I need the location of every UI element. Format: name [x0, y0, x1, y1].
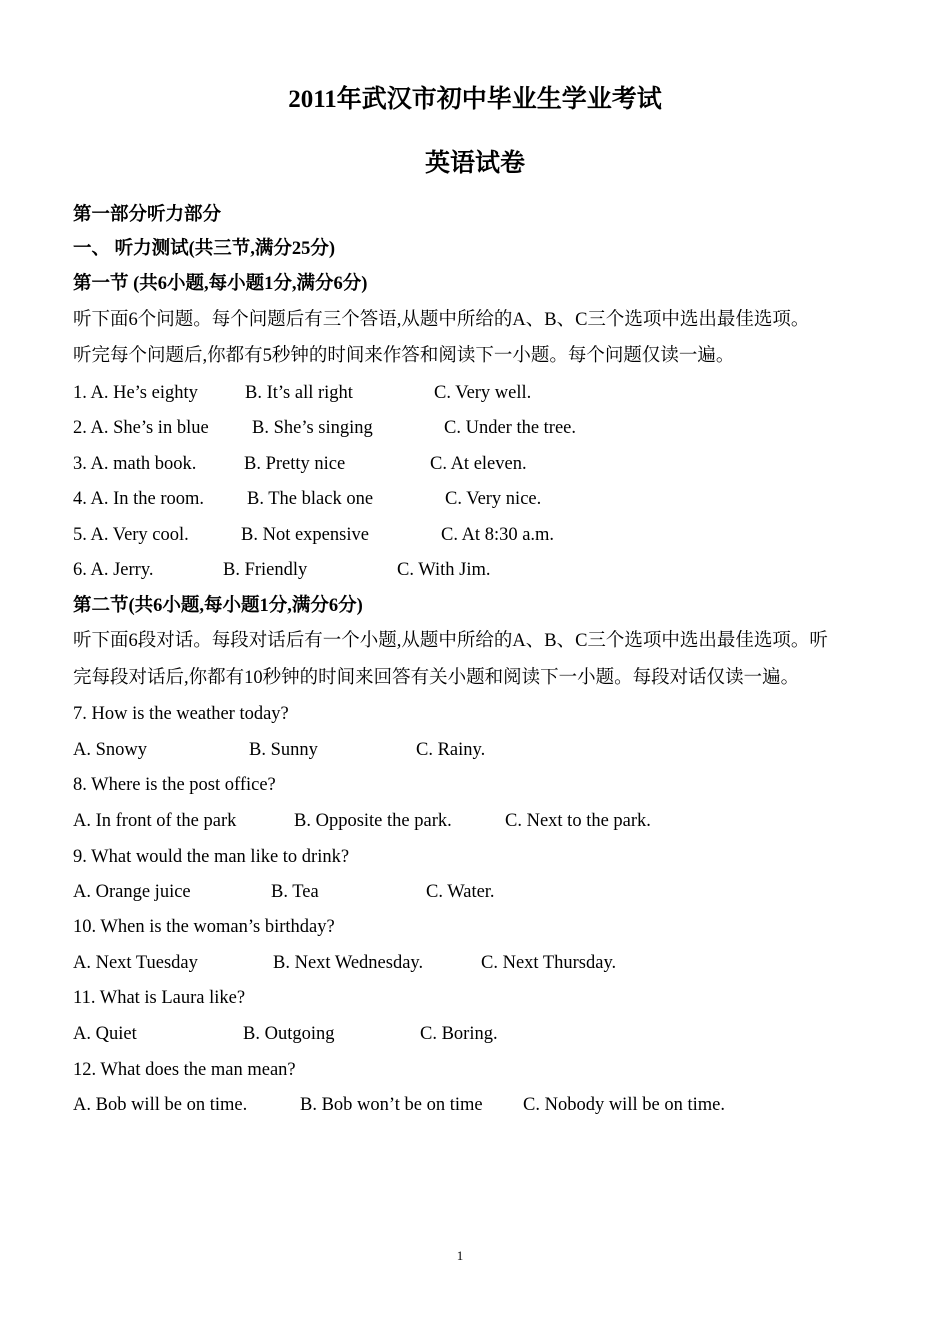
- sec1-instructions-line1: 听下面6个问题。每个问题后有三个答语,从题中所给的A、B、C三个选项中选出最佳选项。: [73, 310, 810, 330]
- sec2-heading: 第二节(共6小题,每小题1分,满分6分): [73, 596, 363, 616]
- option-a: A. Orange juice: [73, 882, 191, 902]
- option-c: C. Nobody will be on time.: [523, 1095, 725, 1115]
- option-b: B. Tea: [271, 882, 319, 902]
- option-c: C. At 8:30 a.m.: [441, 525, 555, 545]
- part1-heading: 第一部分听力部分: [73, 205, 222, 225]
- exam-subtitle: 英语试卷: [424, 150, 525, 177]
- question-7: 7. How is the weather today?: [73, 704, 289, 724]
- option-b: B. Outgoing: [243, 1024, 335, 1044]
- option-b: B. Bob won’t be on time: [300, 1095, 483, 1115]
- option-a: A. Next Tuesday: [73, 953, 198, 973]
- option-a: A. In front of the park: [73, 811, 237, 831]
- sec2-instructions-line2: 完每段对话后,你都有10秒钟的时间来回答有关小题和阅读下一小题。每段对话仅读一遍。: [73, 668, 800, 688]
- option-b: B. Pretty nice: [244, 454, 346, 474]
- option-b: B. Sunny: [249, 740, 318, 760]
- option-c: C. With Jim.: [397, 560, 491, 580]
- option-a: A. Quiet: [73, 1024, 137, 1044]
- option-b: B. Next Wednesday.: [273, 953, 424, 973]
- option-b: B. The black one: [247, 489, 374, 509]
- option-a: 5. A. Very cool.: [73, 525, 189, 545]
- option-c: C. At eleven.: [430, 454, 527, 474]
- option-b: B. She’s singing: [252, 418, 373, 438]
- option-a: A. Snowy: [73, 740, 148, 760]
- option-c: C. Very nice.: [445, 489, 542, 509]
- question-8: 8. Where is the post office?: [73, 775, 276, 795]
- page-number: 1: [456, 1248, 464, 1263]
- option-a: 3. A. math book.: [73, 454, 197, 474]
- sec1-instructions-line2: 听完每个问题后,你都有5秒钟的时间来作答和阅读下一小题。每个问题仅读一遍。: [73, 346, 735, 366]
- option-a: 1. A. He’s eighty: [73, 383, 198, 403]
- option-c: C. Under the tree.: [444, 418, 577, 438]
- option-a: 2. A. She’s in blue: [73, 418, 209, 438]
- option-b: B. Opposite the park.: [294, 811, 452, 831]
- question-10: 10. When is the woman’s birthday?: [73, 917, 335, 937]
- option-a: 6. A. Jerry.: [73, 560, 154, 580]
- option-c: C. Very well.: [434, 383, 532, 403]
- question-11: 11. What is Laura like?: [73, 988, 246, 1008]
- option-b: B. It’s all right: [245, 383, 353, 403]
- option-c: C. Water.: [426, 882, 495, 902]
- option-c: C. Boring.: [420, 1024, 498, 1044]
- listening-section-heading: 一、 听力测试(共三节,满分25分): [73, 239, 336, 259]
- question-9: 9. What would the man like to drink?: [73, 847, 350, 867]
- option-c: C. Next to the park.: [505, 811, 651, 831]
- option-a: A. Bob will be on time.: [73, 1095, 248, 1115]
- exam-title: 2011年武汉市初中毕业生学业考试: [288, 86, 662, 113]
- question-12: 12. What does the man mean?: [73, 1060, 296, 1080]
- sec1-heading: 第一节 (共6小题,每小题1分,满分6分): [73, 274, 368, 294]
- option-b: B. Friendly: [223, 560, 308, 580]
- option-b: B. Not expensive: [241, 525, 369, 545]
- option-c: C. Next Thursday.: [481, 953, 617, 973]
- option-c: C. Rainy.: [416, 740, 486, 760]
- sec2-instructions-line1: 听下面6段对话。每段对话后有一个小题,从题中所给的A、B、C三个选项中选出最佳选项。听: [73, 631, 828, 651]
- option-a: 4. A. In the room.: [73, 489, 205, 509]
